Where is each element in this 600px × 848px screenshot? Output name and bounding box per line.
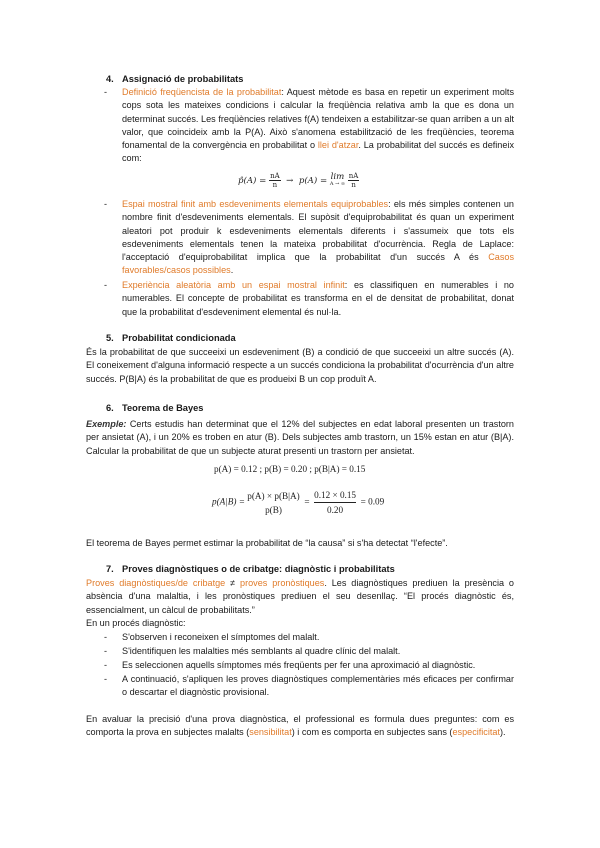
bullet-text-end: . xyxy=(230,265,234,276)
bullet-text: : es classifiquen en numerables i no numerables. El concepte de probabilitat es transforma en el de densitat de probabilitat, donat que la probabilitat d'esdeveniment elemental és nul·la. xyxy=(122,280,514,317)
bullet-frequentist xyxy=(86,86,514,166)
list-item xyxy=(86,659,514,672)
not-equal-sign: ≠ xyxy=(225,578,241,588)
formula-limit xyxy=(329,171,346,188)
paragraph-text: . Les diagnòstiques prediuen la presència o absència d'una malaltia, i les pronòstiques prediuen el seu desenllaç. “El procés diagnòstic és, essencialment, un càlcul de probabilitats.” xyxy=(86,578,514,615)
formula-fraction-2 xyxy=(348,172,360,189)
bullet-dash: - xyxy=(104,660,108,670)
bayes-example-paragraph xyxy=(86,418,514,458)
formula-fraction xyxy=(269,172,281,189)
example-text: Certs estudis han determinat que el 12% del subjectes en edat laboral presenten un trastorn per ansietat (A), i un 20% es troben en atur (B). Dels subjectes amb trastorn, un 15% estan en atur (B|A). Calcular la probabilitat de que un subjecte aturat presenti un trastorn per ansietat. xyxy=(86,419,514,456)
section-title: Assignació de probabilitats xyxy=(122,74,244,84)
list-item xyxy=(86,631,514,644)
numeric-numerator: 0.12 × 0.15 xyxy=(314,488,356,503)
section-title: Teorema de Bayes xyxy=(122,403,204,413)
term-infinite-space: Experiència aleatòria amb un espai mostral infinit xyxy=(122,280,345,290)
bayes-lhs: p(A|B) = xyxy=(212,496,245,507)
term-finite-space: Espai mostral finit amb esdeveniments elementals equiprobables xyxy=(122,199,389,209)
frequency-formula xyxy=(238,172,359,189)
formula-phat: p̂(A) = xyxy=(238,176,267,186)
paragraph-text: En avaluar la precisió d'una prova diagnòstica, el professional es formula dues preguntes: com es comporta la prova en subjectes malalts ( xyxy=(86,714,514,738)
bayes-conclusion: El teorema de Bayes permet estimar la probabilitat de “la causa” si s'ha detectat “l'efecte”. xyxy=(86,538,448,548)
example-label: Exemple: xyxy=(86,419,127,429)
list-item-text: A continuació, s'apliquen les proves diagnòstiques complementàries més eficaces per confirmar o descartar el diagnòstic provisional. xyxy=(122,674,514,698)
term-prognostic-tests: proves pronòstiques xyxy=(240,578,325,588)
bullet-dash: - xyxy=(104,632,108,642)
diagnostic-list-intro: En un procés diagnòstic: xyxy=(86,618,186,628)
bullet-infinite-space xyxy=(86,279,514,319)
section-7-heading xyxy=(106,563,395,576)
section-number: 6. xyxy=(106,403,114,413)
term-frequentist: Definició freqüencista de la probabilitat xyxy=(122,87,282,97)
limit-subscript: A → ∞ xyxy=(329,180,346,187)
list-item-text: S'identifiquen les malalties més semblants al quadre clínic del malalt. xyxy=(122,646,401,656)
bullet-text: : els més simples contenen un nombre finit d'esdeveniments elementals. El supòsit d'equiprobabilitat és quan un experiment aleatori pot produir k esdeveniments elementals diferents i s'assumeix que tots els esdeveniments elementals tenen la mateixa probabilitat d'ocurrència. Regla de Laplace: l'acceptació d'equiprobabilitat implica que la probabilitat d'un succés A és xyxy=(122,199,514,263)
bullet-finite-space xyxy=(86,198,514,278)
diagnostic-tests-paragraph xyxy=(86,577,514,617)
term-llei-atzar: llei d'atzar xyxy=(317,140,359,151)
bayes-result: = 0.09 xyxy=(360,496,385,507)
bayes-formula xyxy=(212,488,384,517)
bayes-given-values: p(A) = 0.12 ; p(B) = 0.20 ; p(B|A) = 0.15 xyxy=(214,464,366,474)
section-6-heading xyxy=(106,402,203,415)
bullet-dash: - xyxy=(104,280,108,290)
conditional-probability-paragraph: És la probabilitat de que succeeixi un esdeveniment (B) a condició de que succeeixi un altre succés (A). El coneixement d'alguna informació respecte a un succés condiciona la probabilitat d'ocurrència d'un altre succés. P(B|A) és la probabilitat de que es produeixi B un cop produït A. xyxy=(86,347,514,384)
bayes-numeric-fraction xyxy=(314,488,356,517)
list-item xyxy=(86,673,514,700)
section-title: Probabilitat condicionada xyxy=(122,333,236,343)
bullet-dash: - xyxy=(104,87,108,97)
paragraph-text: ). xyxy=(499,727,506,738)
bullet-text: : Aquest mètode es basa en repetir un experiment molts cops sota les mateixes condicions i calcular la freqüència relativa amb la que es dona un determinat succés. Les freqüències relatives f(A) tendeixen a estabilitzar-se quan arriben a un alt valor, que coincideix amb la P(A). Això s'anomena estabilització de les freqüències, teorema fonamental de la convergència en probabilitat o xyxy=(122,87,514,151)
formula-arrow: → xyxy=(286,176,294,186)
section-number: 4. xyxy=(106,74,114,84)
paragraph-text: ) i com es comporta en subjectes sans ( xyxy=(291,727,453,738)
symbolic-denominator: p(B) xyxy=(265,504,282,515)
numeric-denominator: 0.20 xyxy=(327,505,344,515)
term-diagnostic-tests: Proves diagnòstiques/de cribatge xyxy=(86,578,226,588)
symbolic-numerator: p(A) × p(B|A) xyxy=(247,490,300,501)
term-specificity: especificitat xyxy=(452,727,500,738)
fraction-denominator: n xyxy=(272,181,278,189)
fraction-numerator: nA xyxy=(270,172,280,180)
section-5-heading xyxy=(106,332,236,345)
list-item-text: Es seleccionen aquells símptomes més freqüents per fer una aproximació al diagnòstic. xyxy=(122,660,476,670)
fraction-denominator: n xyxy=(351,181,356,189)
bullet-dash: - xyxy=(104,646,108,656)
section-title: Proves diagnòstiques o de cribatge: diagnòstic i probabilitats xyxy=(122,564,395,574)
section-number: 5. xyxy=(106,333,114,343)
section-number: 7. xyxy=(106,564,114,574)
fraction-numerator: nA xyxy=(348,172,359,180)
bullet-text-end: . La probabilitat del succés es defineix com: xyxy=(122,140,514,164)
diagnostic-precision-paragraph xyxy=(86,713,514,740)
limit-label: lim xyxy=(330,171,345,182)
section-4-heading xyxy=(106,73,243,86)
equals-sign: = xyxy=(304,496,310,507)
bayes-symbolic-fraction xyxy=(247,489,299,517)
formula-p: p(A) = xyxy=(298,176,328,186)
bullet-dash: - xyxy=(104,674,108,684)
term-laplace-ratio: Casos favorables/casos possibles xyxy=(122,252,514,276)
term-sensitivity: sensibilitat xyxy=(249,727,292,738)
list-item-text: S'observen i reconeixen el símptomes del malalt. xyxy=(122,632,320,642)
list-item xyxy=(86,645,514,658)
bullet-dash: - xyxy=(104,199,108,209)
